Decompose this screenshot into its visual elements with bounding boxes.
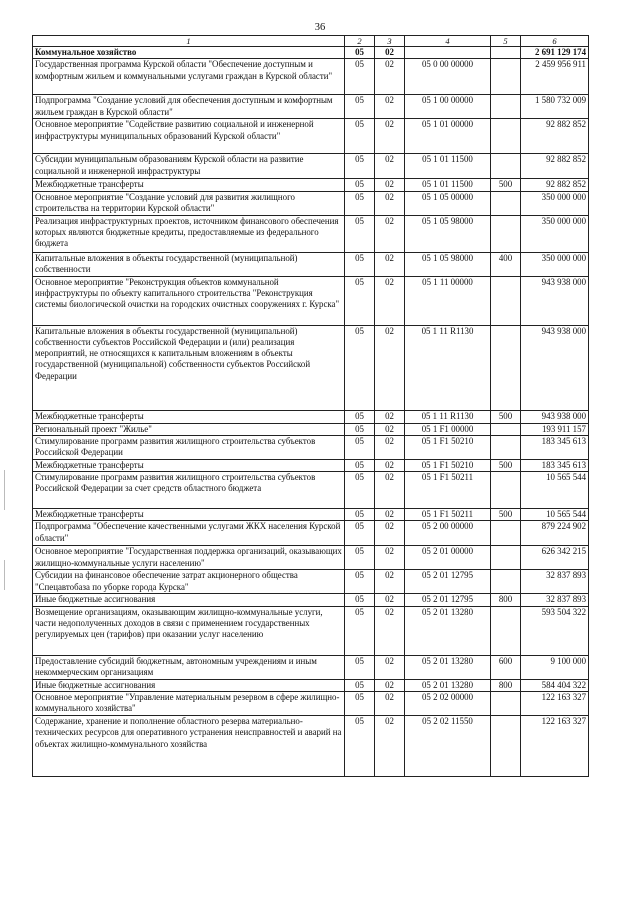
row-subsection-cell: 02 [375,594,405,606]
row-name-cell: Иные бюджетные ассигнования [33,679,345,691]
table-row [33,119,589,154]
row-expense-type-cell [491,521,521,546]
row-amount-cell: 10 565 544 [521,472,589,509]
row-subsection-cell: 02 [375,215,405,252]
row-expense-type-cell: 500 [491,179,521,191]
row-name-cell: Межбюджетные трансферты [33,509,345,521]
row-target-code-cell: 05 2 01 13280 [405,679,491,691]
row-expense-type-cell [491,119,521,154]
row-subsection-cell: 02 [375,546,405,570]
row-expense-type-cell: 500 [491,410,521,423]
row-section-cell: 05 [345,325,375,410]
row-target-code-cell: 05 1 11 00000 [405,276,491,325]
row-amount-cell: 32 837 893 [521,594,589,606]
row-name-cell: Возмещение организациям, оказывающим жилищно-коммунальные услуги, части недополученных доходов в связи с применением государственных регулируемых цен (тарифов) при оказании услуг населению [33,606,345,655]
row-name-cell: Межбюджетные трансферты [33,179,345,191]
row-section-cell: 05 [345,521,375,546]
row-target-code-cell: 05 1 F1 00000 [405,423,491,435]
row-amount-cell: 32 837 893 [521,570,589,594]
row-target-code-cell: 05 1 11 R1130 [405,410,491,423]
table-row [33,410,589,423]
row-amount-cell: 350 000 000 [521,215,589,252]
row-section-cell: 05 [345,59,375,95]
row-subsection-cell: 02 [375,716,405,777]
row-subsection-cell: 02 [375,95,405,119]
row-name-cell: Стимулирование программ развития жилищного строительства субъектов Российской Федерации [33,435,345,459]
row-section-cell: 05 [345,655,375,679]
table-row [33,95,589,119]
row-name-cell: Содержание, хранение и пополнение областного резерва материально-технических ресурсов для оперативного устранения неисправностей и аварий на объектах жилищно-коммунального хозяйства [33,716,345,777]
header-col-6: 6 [521,36,589,47]
row-target-code-cell: 05 0 00 00000 [405,59,491,95]
row-subsection-cell: 02 [375,179,405,191]
row-expense-type-cell [491,59,521,95]
row-amount-cell: 92 882 852 [521,119,589,154]
row-expense-type-cell [491,716,521,777]
table-row [33,594,589,606]
table-row [33,154,589,179]
row-amount-cell: 2 691 129 174 [521,47,589,59]
table-row [33,521,589,546]
row-subsection-cell: 02 [375,276,405,325]
row-subsection-cell: 02 [375,692,405,716]
row-section-cell: 05 [345,191,375,215]
row-expense-type-cell: 800 [491,679,521,691]
row-section-cell: 05 [345,692,375,716]
row-name-cell: Основное мероприятие "Реконструкция объектов коммунальной инфраструктуры по объекту капитального строительства "Реконструкция системы биологической очистки на городских очистных сооружениях г. Курска" [33,276,345,325]
scan-edge-mark [4,470,5,510]
row-section-cell: 05 [345,252,375,276]
row-target-code-cell: 05 2 01 13280 [405,655,491,679]
row-amount-cell: 9 100 000 [521,655,589,679]
row-name-cell: Межбюджетные трансферты [33,410,345,423]
row-section-cell: 05 [345,716,375,777]
row-target-code-cell: 05 1 05 98000 [405,215,491,252]
row-amount-cell: 350 000 000 [521,191,589,215]
row-subsection-cell: 02 [375,47,405,59]
row-target-code-cell: 05 1 F1 50211 [405,472,491,509]
table-row [33,679,589,691]
row-name-cell: Коммунальное хозяйство [33,47,345,59]
row-target-code-cell: 05 2 02 00000 [405,692,491,716]
table-row [33,655,589,679]
row-amount-cell: 122 163 327 [521,716,589,777]
table-row [33,716,589,777]
row-subsection-cell: 02 [375,423,405,435]
row-name-cell: Реализация инфраструктурных проектов, источником финансового обеспечения которых являются бюджетные кредиты, предоставляемые из федерального бюджета [33,215,345,252]
page-number: 36 [314,22,326,33]
table-row [33,423,589,435]
row-section-cell: 05 [345,410,375,423]
row-name-cell: Основное мероприятие "Государственная поддержка организаций, оказывающих жилищно-коммунальные услуги населению" [33,546,345,570]
row-target-code-cell: 05 2 01 13280 [405,606,491,655]
row-expense-type-cell [491,435,521,459]
row-section-cell: 05 [345,95,375,119]
row-target-code-cell: 05 1 01 11500 [405,179,491,191]
row-subsection-cell: 02 [375,325,405,410]
row-expense-type-cell [491,606,521,655]
row-target-code-cell: 05 1 11 R1130 [405,325,491,410]
row-target-code-cell: 05 1 00 00000 [405,95,491,119]
row-expense-type-cell: 500 [491,509,521,521]
row-section-cell: 05 [345,546,375,570]
row-section-cell: 05 [345,472,375,509]
table-row [33,252,589,276]
row-target-code-cell: 05 1 05 98000 [405,252,491,276]
row-target-code-cell: 05 1 01 11500 [405,154,491,179]
table-row [33,215,589,252]
row-amount-cell: 193 911 157 [521,423,589,435]
row-expense-type-cell [491,325,521,410]
row-amount-cell: 943 938 000 [521,276,589,325]
row-subsection-cell: 02 [375,435,405,459]
row-name-cell: Предоставление субсидий бюджетным, автономным учреждениям и иным некоммерческим организациям [33,655,345,679]
header-col-4: 4 [405,36,491,47]
row-amount-cell: 183 345 613 [521,459,589,471]
row-name-cell: Капитальные вложения в объекты государственной (муниципальной) собственности [33,252,345,276]
row-expense-type-cell [491,692,521,716]
header-col-5: 5 [491,36,521,47]
row-expense-type-cell: 600 [491,655,521,679]
table-row [33,179,589,191]
row-name-cell: Подпрограмма "Обеспечение качественными услугами ЖКХ населения Курской области" [33,521,345,546]
row-section-cell: 05 [345,119,375,154]
table-row [33,570,589,594]
table-row [33,47,589,59]
table-row [33,606,589,655]
row-expense-type-cell [491,95,521,119]
row-section-cell: 05 [345,47,375,59]
row-name-cell: Субсидии на финансовое обеспечение затрат акционерного общества "Спецавтобаза по уборке города Курска" [33,570,345,594]
row-expense-type-cell [491,546,521,570]
table-row [33,325,589,410]
row-expense-type-cell: 400 [491,252,521,276]
row-section-cell: 05 [345,606,375,655]
table-row [33,509,589,521]
row-subsection-cell: 02 [375,509,405,521]
row-subsection-cell: 02 [375,459,405,471]
row-name-cell: Подпрограмма "Создание условий для обеспечения доступным и комфортным жильем граждан в Курской области" [33,95,345,119]
table-header-row [33,36,589,47]
table-row [33,59,589,95]
row-amount-cell: 584 404 322 [521,679,589,691]
row-section-cell: 05 [345,679,375,691]
row-target-code-cell: 05 1 01 00000 [405,119,491,154]
row-expense-type-cell: 800 [491,594,521,606]
row-amount-cell: 122 163 327 [521,692,589,716]
row-amount-cell: 1 580 732 009 [521,95,589,119]
row-amount-cell: 10 565 544 [521,509,589,521]
table-row [33,459,589,471]
row-name-cell: Региональный проект "Жилье" [33,423,345,435]
row-subsection-cell: 02 [375,521,405,546]
row-name-cell: Иные бюджетные ассигнования [33,594,345,606]
row-subsection-cell: 02 [375,570,405,594]
row-amount-cell: 2 459 956 911 [521,59,589,95]
row-expense-type-cell [491,423,521,435]
row-section-cell: 05 [345,509,375,521]
row-amount-cell: 92 882 852 [521,179,589,191]
row-subsection-cell: 02 [375,679,405,691]
budget-table [32,35,589,777]
row-target-code-cell: 05 2 00 00000 [405,521,491,546]
row-name-cell: Основное мероприятие "Создание условий для развития жилищного строительства на территории Курской области" [33,191,345,215]
row-subsection-cell: 02 [375,154,405,179]
row-target-code-cell: 05 2 02 11550 [405,716,491,777]
row-expense-type-cell [491,47,521,59]
row-section-cell: 05 [345,215,375,252]
row-target-code-cell: 05 1 05 00000 [405,191,491,215]
row-amount-cell: 943 938 000 [521,410,589,423]
table-row [33,472,589,509]
row-expense-type-cell [491,154,521,179]
row-target-code-cell: 05 2 01 12795 [405,570,491,594]
row-expense-type-cell [491,191,521,215]
table-row [33,435,589,459]
table-row [33,546,589,570]
row-name-cell: Капитальные вложения в объекты государственной (муниципальной) собственности субъектов Российской Федерации и (или) реализация мероприятий, не относящихся к капитальным вложениям в объекты государственной (муниципальной) собственности субъектов Российской Федерации [33,325,345,410]
row-section-cell: 05 [345,154,375,179]
row-name-cell: Основное мероприятие "Содействие развитию социальной и инженерной инфраструктуры муниципальных образований Курской области" [33,119,345,154]
row-expense-type-cell [491,472,521,509]
row-section-cell: 05 [345,276,375,325]
row-target-code-cell: 05 2 01 00000 [405,546,491,570]
row-name-cell: Межбюджетные трансферты [33,459,345,471]
row-subsection-cell: 02 [375,410,405,423]
row-target-code-cell: 05 1 F1 50211 [405,509,491,521]
row-amount-cell: 92 882 852 [521,154,589,179]
row-section-cell: 05 [345,594,375,606]
row-subsection-cell: 02 [375,59,405,95]
row-name-cell: Субсидии муниципальным образованиям Курской области на развитие социальной и инженерной инфраструктуры [33,154,345,179]
row-subsection-cell: 02 [375,655,405,679]
header-col-2: 2 [345,36,375,47]
table-row [33,692,589,716]
row-subsection-cell: 02 [375,472,405,509]
scan-edge-mark [4,560,5,590]
row-expense-type-cell [491,215,521,252]
row-target-code-cell: 05 1 F1 50210 [405,459,491,471]
row-section-cell: 05 [345,435,375,459]
row-subsection-cell: 02 [375,252,405,276]
row-section-cell: 05 [345,459,375,471]
header-col-1: 1 [33,36,345,47]
row-target-code-cell: 05 1 F1 50210 [405,435,491,459]
row-subsection-cell: 02 [375,606,405,655]
header-col-3: 3 [375,36,405,47]
row-amount-cell: 593 504 322 [521,606,589,655]
row-name-cell: Основное мероприятие "Управление материальным резервом в сфере жилищно-коммунального хозяйства" [33,692,345,716]
row-expense-type-cell: 500 [491,459,521,471]
row-target-code-cell: 05 2 01 12795 [405,594,491,606]
row-subsection-cell: 02 [375,119,405,154]
row-amount-cell: 626 342 215 [521,546,589,570]
row-section-cell: 05 [345,423,375,435]
row-name-cell: Стимулирование программ развития жилищного строительства субъектов Российской Федерации за счет средств областного бюджета [33,472,345,509]
table-row [33,276,589,325]
row-amount-cell: 350 000 000 [521,252,589,276]
row-amount-cell: 943 938 000 [521,325,589,410]
row-name-cell: Государственная программа Курской области "Обеспечение доступным и комфортным жильем и коммунальными услугами граждан в Курской области" [33,59,345,95]
row-amount-cell: 879 224 902 [521,521,589,546]
row-expense-type-cell [491,276,521,325]
row-amount-cell: 183 345 613 [521,435,589,459]
table-row [33,191,589,215]
row-expense-type-cell [491,570,521,594]
row-subsection-cell: 02 [375,191,405,215]
row-section-cell: 05 [345,179,375,191]
row-section-cell: 05 [345,570,375,594]
row-target-code-cell [405,47,491,59]
